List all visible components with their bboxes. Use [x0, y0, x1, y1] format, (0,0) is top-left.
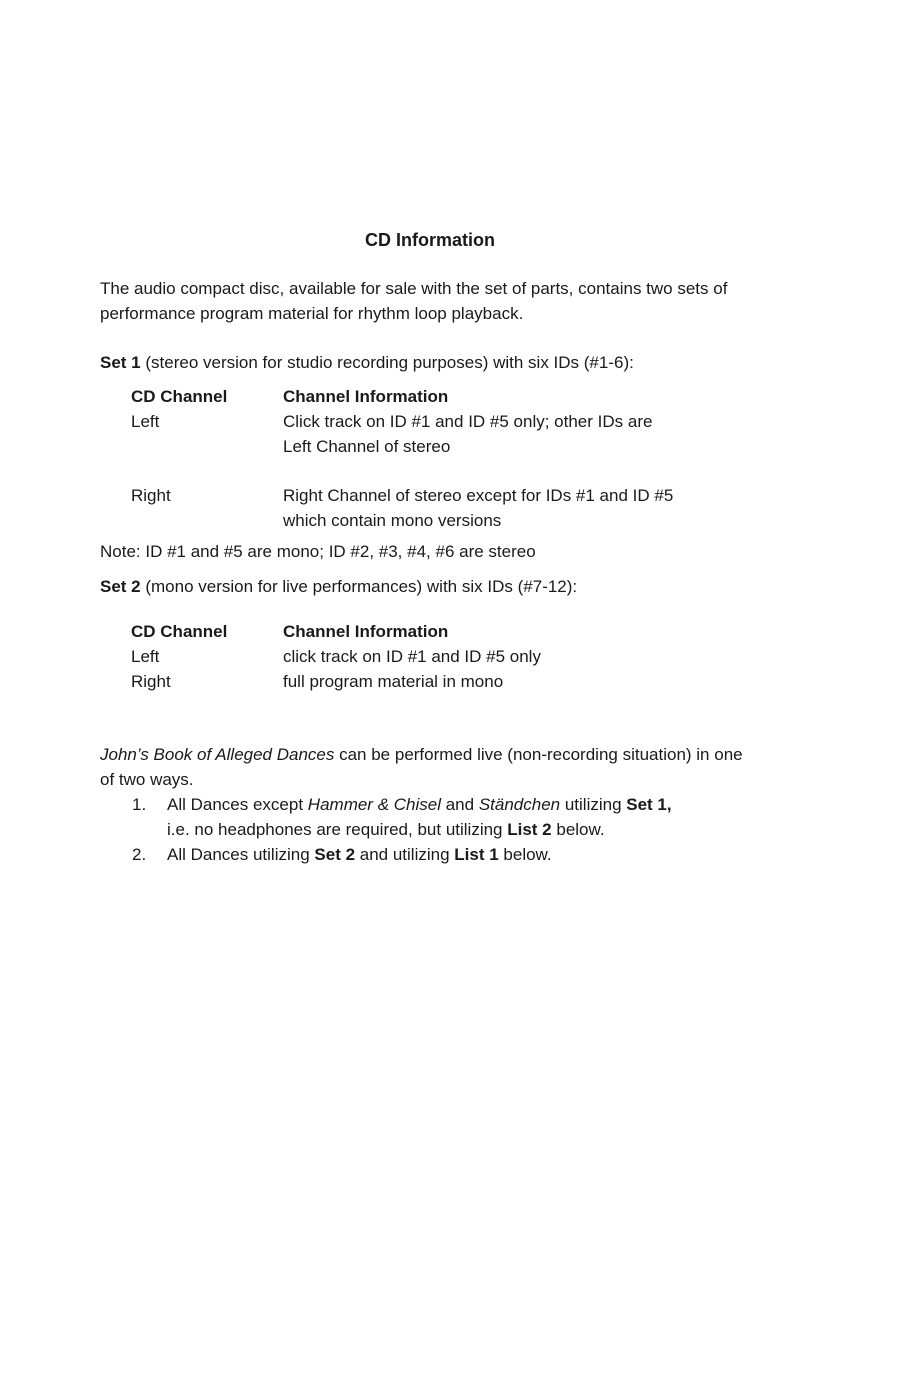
set1-channel-table	[131, 384, 743, 533]
item-text: below.	[551, 820, 605, 839]
info-cell	[283, 483, 743, 533]
item-text: utilizing	[560, 795, 627, 814]
info-cell: click track on ID #1 and ID #5 only	[283, 647, 541, 666]
set-reference: Set 1,	[626, 795, 672, 814]
info-line: Right Channel of stereo except for IDs #1 and ID #5	[283, 486, 674, 505]
item-text: and	[441, 795, 479, 814]
dance-title: Ständchen	[478, 795, 561, 814]
list-item	[100, 792, 760, 842]
info-line: Click track on ID #1 and ID #5 only; other IDs are	[283, 412, 653, 431]
list-item	[100, 842, 760, 867]
item-text: All Dances utilizing	[167, 845, 315, 864]
table-row	[131, 483, 743, 533]
list-number: 1.	[132, 795, 147, 814]
set2-channel-table	[131, 619, 743, 694]
list-number: 2.	[132, 845, 147, 864]
performance-paragraph	[100, 742, 760, 792]
list-reference: List 2	[507, 820, 552, 839]
performance-ways-list	[100, 792, 760, 867]
table-header-row	[131, 384, 743, 409]
table-row	[131, 409, 743, 459]
info-line: which contain mono versions	[283, 511, 502, 530]
item-text: and utilizing	[355, 845, 455, 864]
table-header-row	[131, 619, 743, 644]
intro-paragraph: The audio compact disc, available for sale with the set of parts, contains two sets of performance program material for rhythm loop playback.	[100, 279, 728, 323]
page-title: CD Information	[365, 230, 495, 250]
list-reference: List 1	[454, 845, 499, 864]
set2-description: (mono version for live performances) with six IDs (#7-12):	[140, 577, 578, 596]
column-header-channel-information: Channel Information	[283, 622, 449, 641]
set1-heading	[100, 350, 760, 375]
set2-label: Set 2	[100, 577, 141, 596]
item-text: below.	[498, 845, 552, 864]
info-cell: full program material in mono	[283, 672, 504, 691]
set2-heading	[100, 574, 760, 599]
set1-description: (stereo version for studio recording purposes) with six IDs (#1-6):	[140, 353, 634, 372]
channel-cell: Right	[131, 486, 171, 505]
set-reference: Set 2	[314, 845, 356, 864]
set1-label: Set 1	[100, 353, 141, 372]
channel-cell: Right	[131, 672, 171, 691]
table-spacer-row	[131, 459, 743, 483]
mono-stereo-note: Note: ID #1 and #5 are mono; ID #2, #3, #4, #6 are stereo	[100, 542, 536, 561]
book-title: John’s Book of Alleged Dances	[100, 745, 335, 764]
info-cell	[283, 409, 743, 459]
column-header-cd-channel: CD Channel	[131, 387, 228, 406]
info-line: Left Channel of stereo	[283, 437, 451, 456]
table-row	[131, 669, 743, 694]
channel-cell: Left	[131, 647, 160, 666]
table-row	[131, 644, 743, 669]
channel-cell: Left	[131, 412, 160, 431]
dance-title: Hammer & Chisel	[307, 795, 441, 814]
document-page	[100, 228, 760, 867]
item-text: All Dances except	[167, 795, 308, 814]
item-text: i.e. no headphones are required, but utilizing	[167, 820, 508, 839]
column-header-channel-information: Channel Information	[283, 387, 449, 406]
performance-text: can be performed live (non-recording situation) in one of two ways.	[100, 745, 743, 789]
column-header-cd-channel: CD Channel	[131, 622, 228, 641]
